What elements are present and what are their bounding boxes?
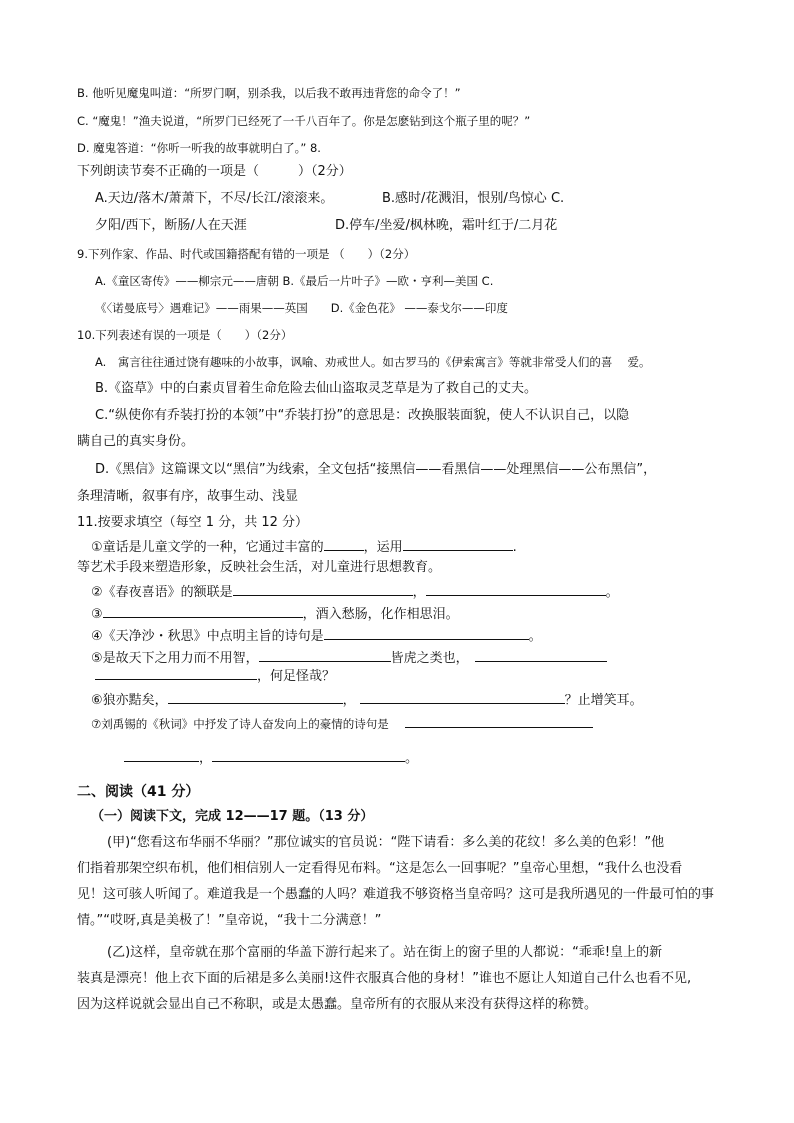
q11-item-1 bbox=[91, 537, 517, 557]
q11-4-text-b: 。 bbox=[528, 629, 542, 644]
q8-option-a: A.天边/落木/萧萧下，不尽/长江/滚滚来。 bbox=[95, 191, 334, 206]
q11-stem: 11.按要求填空（每空 1 分，共 12 分） bbox=[77, 515, 309, 530]
q11-1-blank-2[interactable] bbox=[403, 537, 513, 551]
q11-6-text-c: ？止增笑耳。 bbox=[564, 693, 643, 708]
q11-6-blank-2[interactable] bbox=[360, 690, 565, 704]
section-2-subtitle: （一）阅读下文，完成 12——17 题。（13 分） bbox=[91, 809, 374, 824]
q7-option-c: C. “魔鬼！”渔夫说道，“所罗门已经死了一千八百年了。你是怎麽钻到这个瓶子里的呢？” bbox=[77, 114, 531, 128]
q11-3-text-b: ，酒入愁肠，化作相思泪。 bbox=[302, 607, 459, 622]
q9-options-line2: 《〈诺曼底号〉遇难记》——雨果——英国 D.《金色花》 ——泰戈尔——印度 bbox=[95, 301, 508, 315]
q9-stem: 9.下列作家、作品、时代或国籍搭配有错的一项是 （ ）（2分） bbox=[77, 247, 416, 261]
q11-5-blank-3[interactable] bbox=[95, 666, 257, 680]
q11-item-4 bbox=[91, 626, 542, 646]
q11-item-7 bbox=[91, 714, 593, 733]
q11-7-blank-2[interactable] bbox=[124, 748, 199, 762]
passage-yi-line-3: 因为这样说就会显出自己不称职，或是太愚蠢。皇帝所有的衣服从来没有获得这样的称赞。 bbox=[77, 997, 598, 1012]
q8-option-b: B.感时/花溅泪，恨别/鸟惊心 C. bbox=[382, 191, 565, 206]
q10-option-d-line1: D.《黑信》这篇课文以“黑信”为线索，全文包括“接黑信——看黑信——处理黑信——公布黑信”， bbox=[95, 462, 657, 477]
q11-1-text-a: ①童话是儿童文学的一种，它通过丰富的 bbox=[91, 540, 324, 555]
q10-option-c-line2: 瞒自己的真实身份。 bbox=[77, 434, 195, 449]
q11-3-blank-1[interactable] bbox=[103, 604, 303, 618]
q11-1-text-c: . bbox=[512, 540, 517, 555]
q11-6-text-b: ， bbox=[342, 693, 356, 708]
q8-option-d: D.停车/坐爱/枫林晚，霜叶红于/二月花 bbox=[335, 218, 558, 233]
q11-4-blank-1[interactable] bbox=[324, 626, 529, 640]
q9-options-line1: A.《童区寄传》——柳宗元——唐朝 B.《最后一片叶子》—欧・亨利—美国 C. bbox=[95, 274, 494, 288]
q11-2-blank-1[interactable] bbox=[233, 582, 413, 596]
q8-stem: 下列朗读节奏不正确的一项是（ ）（2分） bbox=[77, 164, 352, 179]
q10-option-a: A. 寓言往往通过饶有趣味的小故事，讽喻、劝戒世人。如古罗马的《伊索寓言》等就非常受人们的喜 爱。 bbox=[95, 355, 651, 369]
q10-option-c-line1: C.“纵使你有乔装打扮的本领”中“乔装打扮”的意思是：改换服装面貌，使人不认识自己，以隐 bbox=[95, 408, 630, 423]
q11-3-text-a: ③ bbox=[91, 607, 103, 622]
q11-item-7-cont bbox=[124, 748, 418, 768]
passage-yi-line-2: 装真是漂亮！他上衣下面的后裙是多么美丽!这件衣服真合他的身材！”谁也不愿让人知道自己什么也看不见, bbox=[77, 971, 692, 986]
q11-4-text-a: ④《天净沙・秋思》中点明主旨的诗句是 bbox=[91, 629, 324, 644]
q11-5-text-b: 皆虎之类也， bbox=[390, 651, 469, 666]
q11-5-text-c: ，何足怪哉？ bbox=[257, 669, 336, 684]
q11-1-blank-1[interactable] bbox=[324, 537, 364, 551]
q10-option-d-line2: 条理清晰，叙事有序，故事生动、浅显 bbox=[77, 489, 299, 504]
q11-6-blank-1[interactable] bbox=[168, 690, 343, 704]
q7-option-b: B. 他听见魔鬼叫道：“所罗门啊，别杀我，以后我不敢再违背您的命令了！” bbox=[77, 86, 461, 100]
q11-7-text-a: ⑦刘禹锡的《秋词》中抒发了诗人奋发向上的豪情的诗句是 bbox=[91, 717, 389, 731]
q11-2-text-b: ， bbox=[412, 585, 426, 600]
q11-item-5-cont bbox=[95, 666, 335, 686]
passage-jia-line-1: (甲)“您看这布华丽不华丽？”那位诚实的官员说：“陛下请看：多么美的花纹！多么美的色彩！”他 bbox=[107, 835, 665, 850]
q11-item-6 bbox=[91, 690, 643, 710]
q7-option-d: D. 魔鬼答道：“你听一听我的故事就明白了。” 8. bbox=[77, 141, 321, 155]
q11-1-text-b: ，运用 bbox=[363, 540, 403, 555]
q11-item-3 bbox=[91, 604, 459, 624]
q10-option-b: B.《盗草》中的白素贞冒着生命危险去仙山盗取灵芝草是为了救自己的丈夫。 bbox=[95, 381, 538, 396]
q11-7-blank-1[interactable] bbox=[405, 714, 593, 728]
section-2-title: 二、阅读（41 分） bbox=[77, 784, 200, 800]
q11-6-text-a: ⑥狼亦黠矣， bbox=[91, 693, 168, 708]
passage-jia-line-4: 情。”“哎呀,真是美极了！”皇帝说，“我十二分满意！” bbox=[77, 913, 382, 928]
passage-yi-line-1: (乙)这样，皇帝就在那个富丽的华盖下游行起来了。站在街上的窗子里的人都说：“乖乖!皇上的新 bbox=[107, 945, 663, 960]
q11-5-blank-1[interactable] bbox=[259, 648, 391, 662]
q10-stem: 10.下列表述有误的一项是（ ）（2分） bbox=[77, 328, 293, 342]
q11-item-5 bbox=[91, 648, 607, 668]
q11-7-blank-3[interactable] bbox=[212, 748, 405, 762]
passage-jia-line-3: 见！这可骇人听闻了。难道我是一个愚蠢的人吗？难道我不够资格当皇帝吗？这可是我所遇见的一件最可怕的事 bbox=[77, 887, 715, 902]
passage-jia-line-2: 们指着那架空织布机，他们相信别人一定看得见布料。“这是怎么一回事呢？”皇帝心里想，“我什么也没看 bbox=[77, 861, 683, 876]
q11-2-text-c: 。 bbox=[605, 585, 619, 600]
q8-option-c: 夕阳/西下，断肠/人在天涯 bbox=[95, 218, 247, 233]
q11-item-2 bbox=[91, 582, 619, 602]
q11-2-blank-2[interactable] bbox=[426, 582, 606, 596]
q11-2-text-a: ②《春夜喜语》的额联是 bbox=[91, 585, 233, 600]
q11-7-text-c: 。 bbox=[405, 751, 419, 766]
q11-7-text-b: ， bbox=[199, 751, 213, 766]
q11-5-blank-2[interactable] bbox=[475, 648, 607, 662]
q11-5-text-a: ⑤是故天下之用力而不用智， bbox=[91, 651, 259, 666]
q11-item-1-cont: 等艺术手段来塑造形象，反映社会生活，对儿童进行思想教育。 bbox=[77, 560, 442, 575]
